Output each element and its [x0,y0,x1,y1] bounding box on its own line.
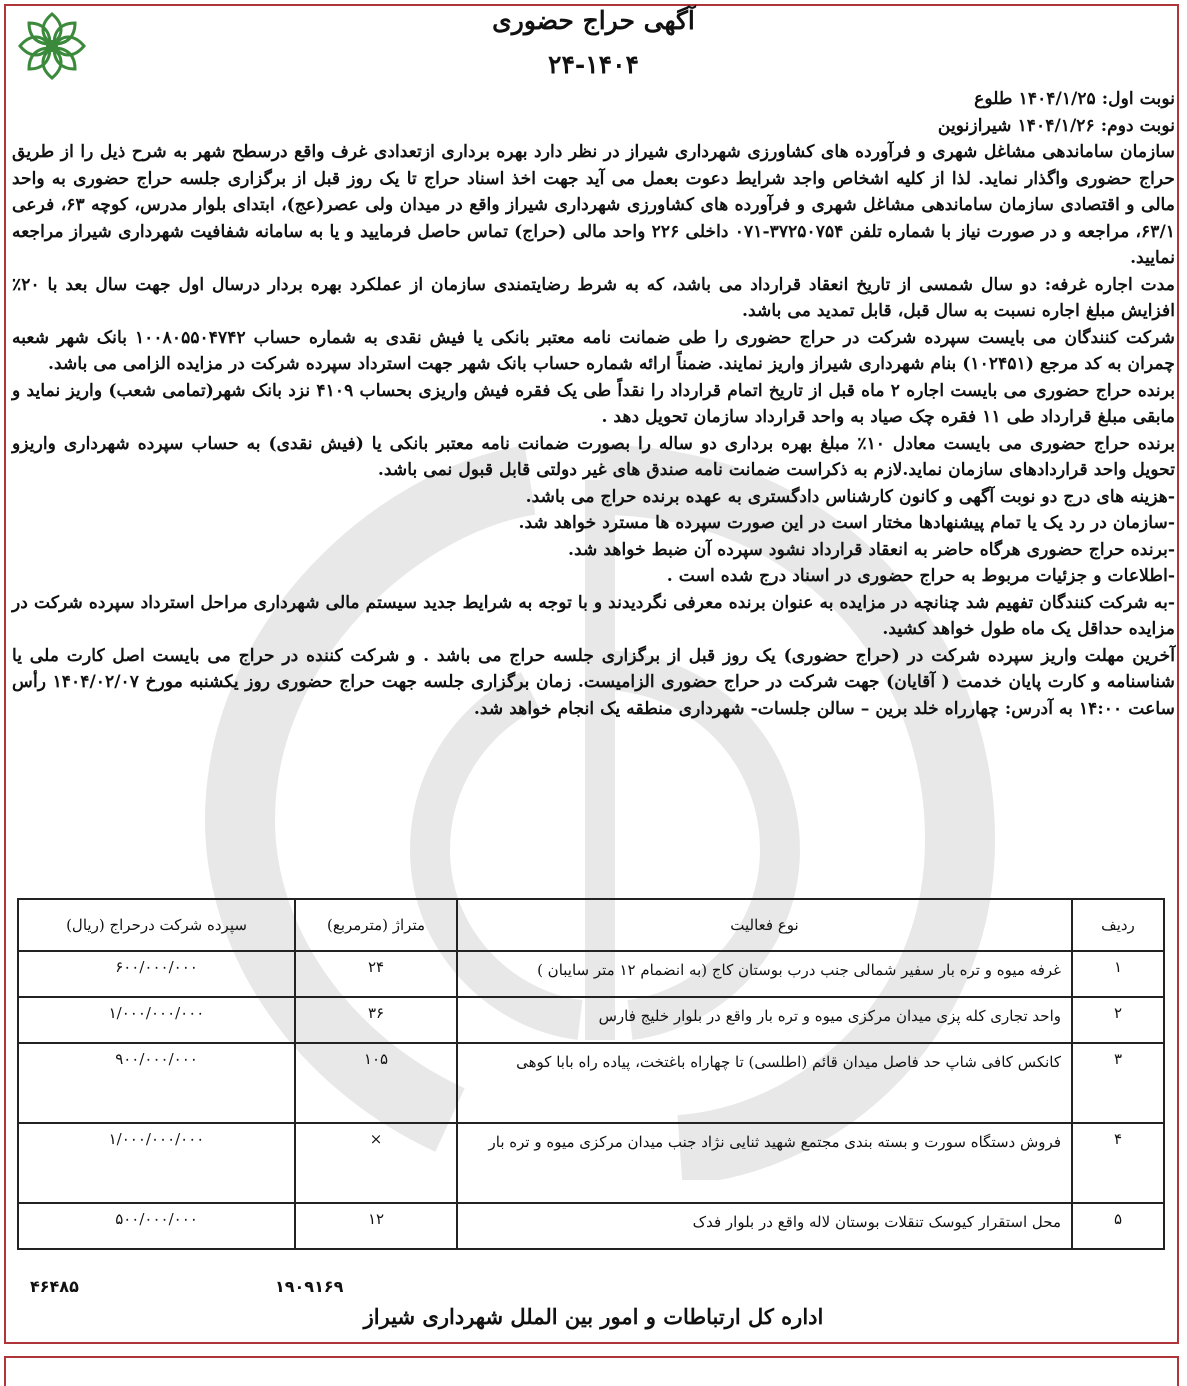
intro-paragraph: سازمان ساماندهی مشاغل شهری و فرآورده های کشاورزی شهرداری شیراز در نظر دارد بهره برداری ازتعدادی غرف واقع درسطح شهر به شرح ذیل را از طریق حراج حضوری واگذار نماید. لذا از کلیه اشخاص واجد شرایط دعوت بعمل می آید جهت اخذ اسناد حراج تا یک روز قبل از برگزاری جلسه حراج حضوری به واحد مالی و اقتصادی سازمان ساماندهی مشاغل شهری و فرآورده های کشاورزی شهرداری شیراز واقع در میدان ولی عصر(عج)، ابتدای بلوار مدرس، کوچه ۶۳، فرعی ۶۳/۱، مراجعه و در صورت نیاز با شماره تلفن ۳۷۲۵۰۷۵۴-۰۷۱ داخلی ۲۲۶ واحد مالی (حراج) تماس حاصل فرمایید و یا به سامانه شفافیت شهرداری شیراز مراجعه نمایید. [12,142,1176,268]
row-area: ۲۴ [295,951,457,997]
reference-number: ۱۹۰۹۱۶۹ [275,1277,344,1296]
payment-paragraph: برنده حراج حضوری می بایست اجاره ۲ ماه قبل از تاریخ اتمام قرارداد را نقداً طی یک فقره فیش واریزی بحساب ۴۱۰۹ نزد بانک شهر(تمامی شعب) واریز نماید و مابقی مبلغ قرارداد طی ۱۱ فقره چک صیاد به واحد قرارداد سازمان تحویل دهد . [12,380,1175,427]
header-activity: نوع فعالیت [457,899,1072,951]
condition-refund: -به شرکت کنندگان تفهیم شد چنانچه در مزایده به عنوان برنده معرفی نگردیدند و با توجه به شرایط جدید سیستم مالی شهرداری مراحل استرداد سپرده شرکت در مزایده حداقل یک ماه طول خواهد کشید. [12,592,1175,639]
row-activity: کانکس کافی شاپ حد فاصل میدان قائم (اطلسی) تا چهاراه باغتخت، پیاده راه بابا کوهی [457,1043,1072,1123]
row-number: ۱ [1072,951,1164,997]
table-row [18,1043,1164,1123]
row-deposit: ۱/۰۰۰/۰۰۰/۰۰۰ [18,1123,295,1203]
issuing-department: اداره کل ارتباطات و امور بین الملل شهرداری شیراز [363,1304,824,1329]
guarantee-paragraph: برنده حراج حضوری می بایست معادل ۱۰٪ مبلغ بهره برداری دو ساله را بصورت ضمانت نامه معتبر بانکی یا (فیش نقدی) به حساب سپرده شهرداری واریزو تحویل واحد قراردادهای سازمان نماید.لازم به ذکراست ضمانت نامه صندق های غیر دولتی قابل قبول نمی باشد. [12,433,1175,480]
row-activity: فروش دستگاه سورت و بسته بندی مجتمع شهید ثنایی نژاد جنب میدان مرکزی میوه و تره بار [457,1123,1072,1203]
header-area: متراژ (مترمربع) [295,899,457,951]
row-area: ۱۰۵ [295,1043,457,1123]
first-publication: نوبت اول: ۱۴۰۴/۱/۲۵ طلوع [974,89,1175,109]
condition-costs: -هزینه های درج دو نوبت آگهی و کانون کارشناس دادگستری به عهده برنده حراج می باشد. [525,486,1175,507]
row-activity: محل استقرار کیوسک تنقلات بوستان لاله واقع در بلوار فدک [457,1203,1072,1249]
deposit-paragraph: شرکت کنندگان می بایست سپرده شرکت در حراج حضوری را طی ضمانت نامه معتبر بانکی یا فیش نقدی به شماره حساب ۱۰۰۸۰۵۵۰۴۷۴۲ بانک شهر شعبه چمران به کد مرجع (۱۰۲۴۵۱) بنام شهرداری شیراز واریز نمایند. ضمناً ارائه شماره حساب بانک شهر جهت استرداد سپرده شرکت در مزایده الزامی می باشد. [12,327,1175,374]
condition-rejection: -سازمان در رد یک یا تمام پیشنهادها مختار است در این صورت سپرده ها مسترد خواهد شد. [518,513,1175,533]
row-deposit: ۱/۰۰۰/۰۰۰/۰۰۰ [18,997,295,1043]
second-publication: نوبت دوم: ۱۴۰۴/۱/۲۶ شیرازنوین [937,115,1175,136]
deadline-paragraph: آخرین مهلت واریز سپرده شرکت در (حراج حضوری) یک روز قبل از برگزاری جلسه حراج می باشد . و شرکت کننده در حراج می بایست اصل کارت ملی یا شناسنامه و کارت پایان خدمت ( آقایان) جهت شرکت در حراج حضوری الزامیست. زمان برگزاری جلسه جهت حراج حضوری روز یکشنبه مورخ ۱۴۰۴/۰۲/۰۷ رأس ساعت ۱۴:۰۰ به آدرس: چهارراه خلد برین – سالن جلسات- شهرداری منطقه یک انجام خواهد شد. [12,645,1175,719]
reference-code: ۴۶۴۸۵ [30,1277,79,1296]
row-deposit: ۶۰۰/۰۰۰/۰۰۰ [18,951,295,997]
page-title: آگهی حراج حضوری [492,6,695,35]
row-deposit: ۵۰۰/۰۰۰/۰۰۰ [18,1203,295,1249]
row-number: ۵ [1072,1203,1164,1249]
row-activity: غرفه میوه و تره بار سفیر شمالی جنب درب بوستان کاج (به انضمام ۱۲ متر سایبان ) [457,951,1072,997]
lease-term-paragraph: مدت اجاره غرفه: دو سال شمسی از تاریخ انعقاد قرارداد می باشد، که به شرط رضایتمندی سازمان از عملکرد بهره بردار درسال اول جهت سال بعد با ۲۰٪ افزایش مبلغ اجاره نسبت به سال قبل، قابل تمدید می باشد. [12,274,1175,321]
row-area: ۱۲ [295,1203,457,1249]
announcement-number: ۲۴-۱۴۰۴ [548,50,639,79]
table-row [18,997,1164,1043]
announcement-body [12,86,1175,722]
table-row [18,1123,1164,1203]
header-row-number: ردیف [1072,899,1164,951]
condition-forfeit: -برنده حراج حضوری هرگاه حاضر به انعقاد قرارداد نشود سپرده آن ضبط خواهد شد. [568,539,1175,560]
row-number: ۲ [1072,997,1164,1043]
row-deposit: ۹۰۰/۰۰۰/۰۰۰ [18,1043,295,1123]
table-row [18,1203,1164,1249]
row-number: ۴ [1072,1123,1164,1203]
row-area: × [295,1123,457,1203]
next-notice-frame [4,1356,1179,1386]
auction-items-table [17,898,1165,1250]
condition-documents: -اطلاعات و جزئیات مربوط به حراج حضوری در اسناد درج شده است . [666,566,1175,586]
table-header-row [18,899,1164,951]
row-activity: واحد تجاری کله پزی میدان مرکزی میوه و تره بار واقع در بلوار خلیج فارس [457,997,1072,1043]
row-number: ۳ [1072,1043,1164,1123]
row-area: ۳۶ [295,997,457,1043]
table-row [18,951,1164,997]
header-deposit: سپرده شرکت درحراج (ریال) [18,899,295,951]
